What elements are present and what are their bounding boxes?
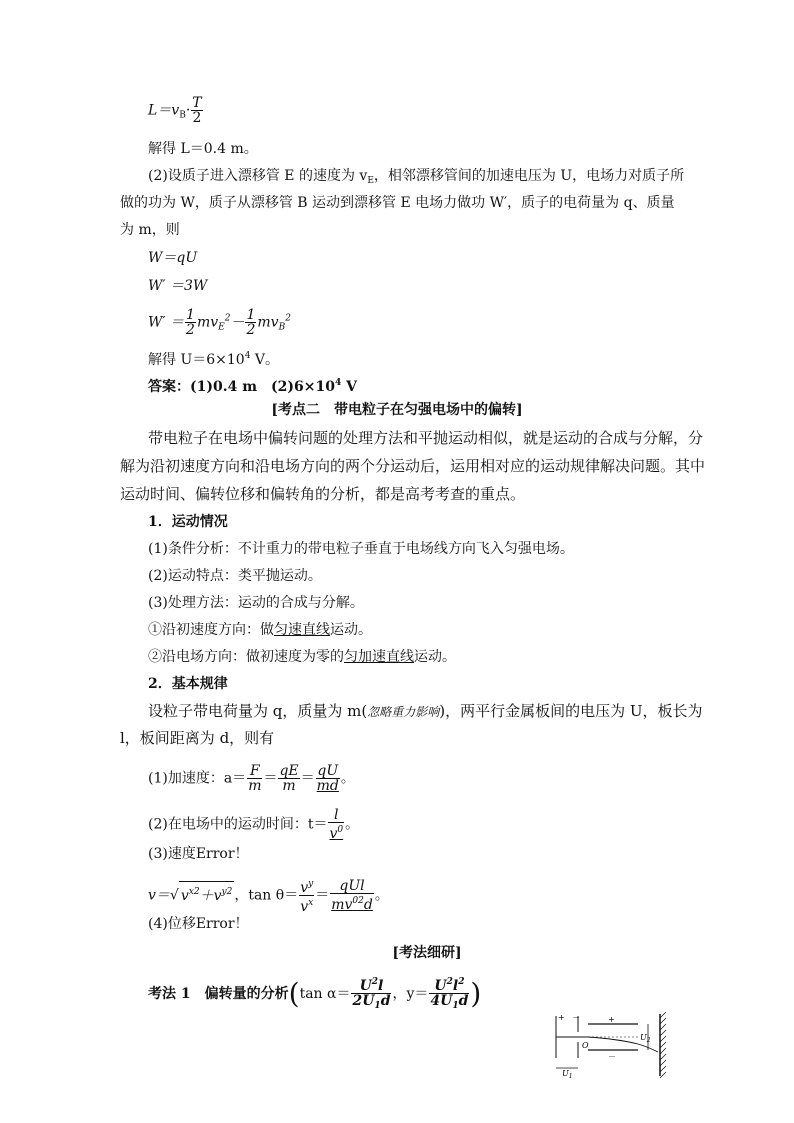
text: V — [341, 379, 357, 395]
label-origin: O — [582, 1041, 589, 1050]
sup: 02 — [352, 896, 364, 906]
den: 4U — [430, 993, 453, 1009]
text: 答案：(1)0.4 m (2)6×10 — [148, 379, 335, 395]
label-plus-top: + — [608, 1015, 615, 1024]
formula-L — [148, 96, 204, 126]
text: ，tan θ＝ — [234, 887, 299, 904]
velocity-formula: v＝√ $v^{x2}+v^{y2}$ ，tan θ＝ $\frac{v^y}{v^x}$ ＝ $\frac{\text{qUl}}{mv^{02}d}$ 。 — [148, 878, 389, 915]
fraction — [278, 764, 299, 793]
text: ②沿电场方向：做初速度为零的 — [148, 649, 344, 665]
den: md — [316, 778, 339, 794]
screen-hatch — [660, 1012, 666, 1078]
intro-line2: 解为沿初速度方向和沿电场方向的两个分运动后，运用相对应的运动规律解决问题。其中 — [120, 457, 706, 475]
den: d — [363, 897, 373, 913]
para-2-line3: 为 m，则 — [120, 222, 180, 238]
text: V。 — [250, 352, 279, 368]
answer — [148, 373, 357, 397]
s1-b: (2)运动特点：类平抛运动。 — [148, 568, 322, 584]
text: ＝ — [263, 770, 278, 787]
deflection-diagram — [548, 1012, 674, 1078]
eq-W-prime: W′ ＝3W — [148, 278, 208, 294]
text: － — [230, 314, 245, 331]
sup: x — [188, 886, 194, 897]
sup: 4 — [334, 378, 342, 388]
s1-e — [148, 647, 456, 667]
den: d — [458, 993, 469, 1009]
sub: 1 — [452, 1001, 459, 1011]
sub: B — [278, 322, 286, 333]
fraction — [328, 808, 344, 841]
text: · — [185, 102, 191, 119]
fraction — [351, 975, 391, 1013]
text: mv — [257, 314, 279, 331]
acceleration — [148, 764, 355, 793]
sup: 2 — [458, 977, 465, 987]
s2-a — [148, 701, 703, 722]
sup: 2 — [446, 977, 453, 987]
displacement-label: (4)位移Error！ — [148, 916, 249, 932]
fraction — [191, 96, 202, 125]
fraction — [247, 764, 262, 793]
fraction — [185, 308, 196, 337]
text: ①沿初速度方向：做 — [148, 622, 274, 638]
fraction — [330, 879, 374, 912]
velocity-label: (3)速度Error！ — [148, 846, 249, 862]
text: )，两平行金属板间的电压为 U，板长为 — [439, 702, 703, 720]
fraction — [429, 975, 469, 1013]
num: qE — [279, 763, 299, 779]
text: (2)在电场中的运动时间：t＝ — [148, 816, 328, 833]
method-1: 考法 1 偏转量的分析(tan α＝ $\frac{U^2l}{2U_1d}$ ，y＝ $\frac{U^2l^2}{4U_1d}$ ) — [148, 977, 482, 1011]
text: ，相邻漂移管间的加速电压为 U，电场力对质子所 — [373, 168, 685, 184]
text: (1)加速度：a＝ — [148, 770, 247, 787]
fraction — [316, 764, 340, 793]
text: tan α＝ — [299, 986, 351, 1002]
text: 。 — [340, 770, 355, 787]
sup: 0 — [337, 825, 344, 835]
den: 2U — [352, 993, 375, 1009]
section-2-title: 2．基本规律 — [148, 676, 228, 692]
italic-note: 忽略重力影响 — [367, 705, 440, 719]
den: mv — [331, 897, 353, 913]
s1-a: (1)条件分析：不计重力的带电粒子垂直于电场线方向飞入匀强电场。 — [148, 541, 574, 557]
label-minus-left: － — [572, 1013, 580, 1022]
solve-U — [148, 346, 279, 370]
section-1-title: 1．运动情况 — [148, 514, 228, 530]
den: m — [248, 778, 262, 794]
den: v — [329, 826, 338, 842]
num: v — [300, 880, 309, 896]
num: qUl — [330, 879, 374, 894]
underlined: 匀速直线 — [274, 622, 330, 638]
sub: 1 — [374, 1001, 381, 1011]
text: L＝v — [148, 102, 180, 119]
eq-energy — [148, 308, 291, 338]
text: ，y＝ — [392, 986, 429, 1002]
text: ＋v — [199, 887, 222, 904]
sub: E — [218, 322, 225, 333]
solve-L: 解得 L＝0.4 m。 — [148, 141, 258, 157]
sup: y — [308, 879, 314, 889]
sup: 2 — [224, 313, 231, 324]
time — [148, 808, 359, 841]
s2-b: l，板间距离为 d，则有 — [120, 729, 275, 747]
text: v＝ — [148, 887, 170, 904]
underlined: 匀加速直线 — [344, 649, 414, 665]
num: 1 — [186, 307, 195, 323]
sup: x — [308, 898, 314, 908]
text: mv — [196, 314, 219, 331]
fraction — [299, 877, 314, 914]
text: ＝ — [300, 770, 315, 787]
num: 1 — [246, 307, 256, 323]
sup: 2 — [226, 886, 233, 897]
sup: 2 — [285, 313, 291, 324]
para-2-line1 — [148, 166, 684, 191]
label-plus-left: + — [558, 1013, 565, 1022]
label-u1: $U_1$ — [562, 1069, 573, 1078]
intro-line1: 带电粒子在电场中偏转问题的处理方法和平抛运动相似，就是运动的合成与分解，分 — [148, 429, 704, 447]
section-heading: [考点二 带电粒子在匀强电场中的偏转] — [271, 402, 523, 418]
den: 2 — [192, 110, 202, 126]
den: 2 — [246, 322, 256, 338]
label-u2: $U_2$ — [640, 1033, 651, 1044]
text: v — [180, 887, 189, 904]
num: l — [452, 978, 459, 994]
text: W′ ＝ — [148, 314, 185, 331]
text: 。 — [374, 887, 389, 904]
sup: 2 — [193, 886, 200, 897]
sup: 4 — [244, 351, 251, 361]
num: T — [192, 95, 202, 111]
sup: 2 — [371, 977, 379, 987]
den: d — [380, 993, 391, 1009]
label-minus-bottom: － — [608, 1052, 616, 1061]
s1-c: (3)处理方法：运动的合成与分解。 — [148, 595, 364, 611]
text: 考法 1 偏转量的分析 — [148, 986, 289, 1002]
num: F — [247, 764, 262, 779]
subheading: [考法细研] — [392, 945, 462, 961]
fraction — [245, 308, 256, 337]
den: 2 — [186, 322, 195, 338]
num: U — [434, 978, 447, 994]
num: U — [359, 978, 372, 994]
sub: E — [367, 176, 374, 186]
eq-W: W＝qU — [148, 250, 198, 266]
sup: y — [221, 886, 227, 897]
den: m — [282, 778, 296, 794]
num: l — [328, 808, 344, 823]
text: 设粒子带电荷量为 q，质量为 m( — [148, 702, 368, 720]
text: 运动。 — [330, 622, 372, 638]
text: 。 — [345, 816, 360, 833]
den: v — [300, 899, 309, 915]
num: qU — [317, 763, 339, 779]
text: 解得 U＝6×10 — [148, 352, 245, 368]
text: (2)设质子进入漂移管 E 的速度为 v — [148, 168, 368, 184]
text: 运动。 — [414, 649, 456, 665]
intro-line3: 运动时间、偏转位移和偏转角的分析，都是高考考查的重点。 — [120, 485, 526, 503]
num: l — [378, 978, 384, 994]
para-2-line2: 做的功为 W，质子从漂移管 B 运动到漂移管 E 电场力做功 W′，质子的电荷量为 q、质量 — [120, 195, 675, 211]
s1-d — [148, 620, 372, 640]
sub: B — [179, 110, 186, 121]
